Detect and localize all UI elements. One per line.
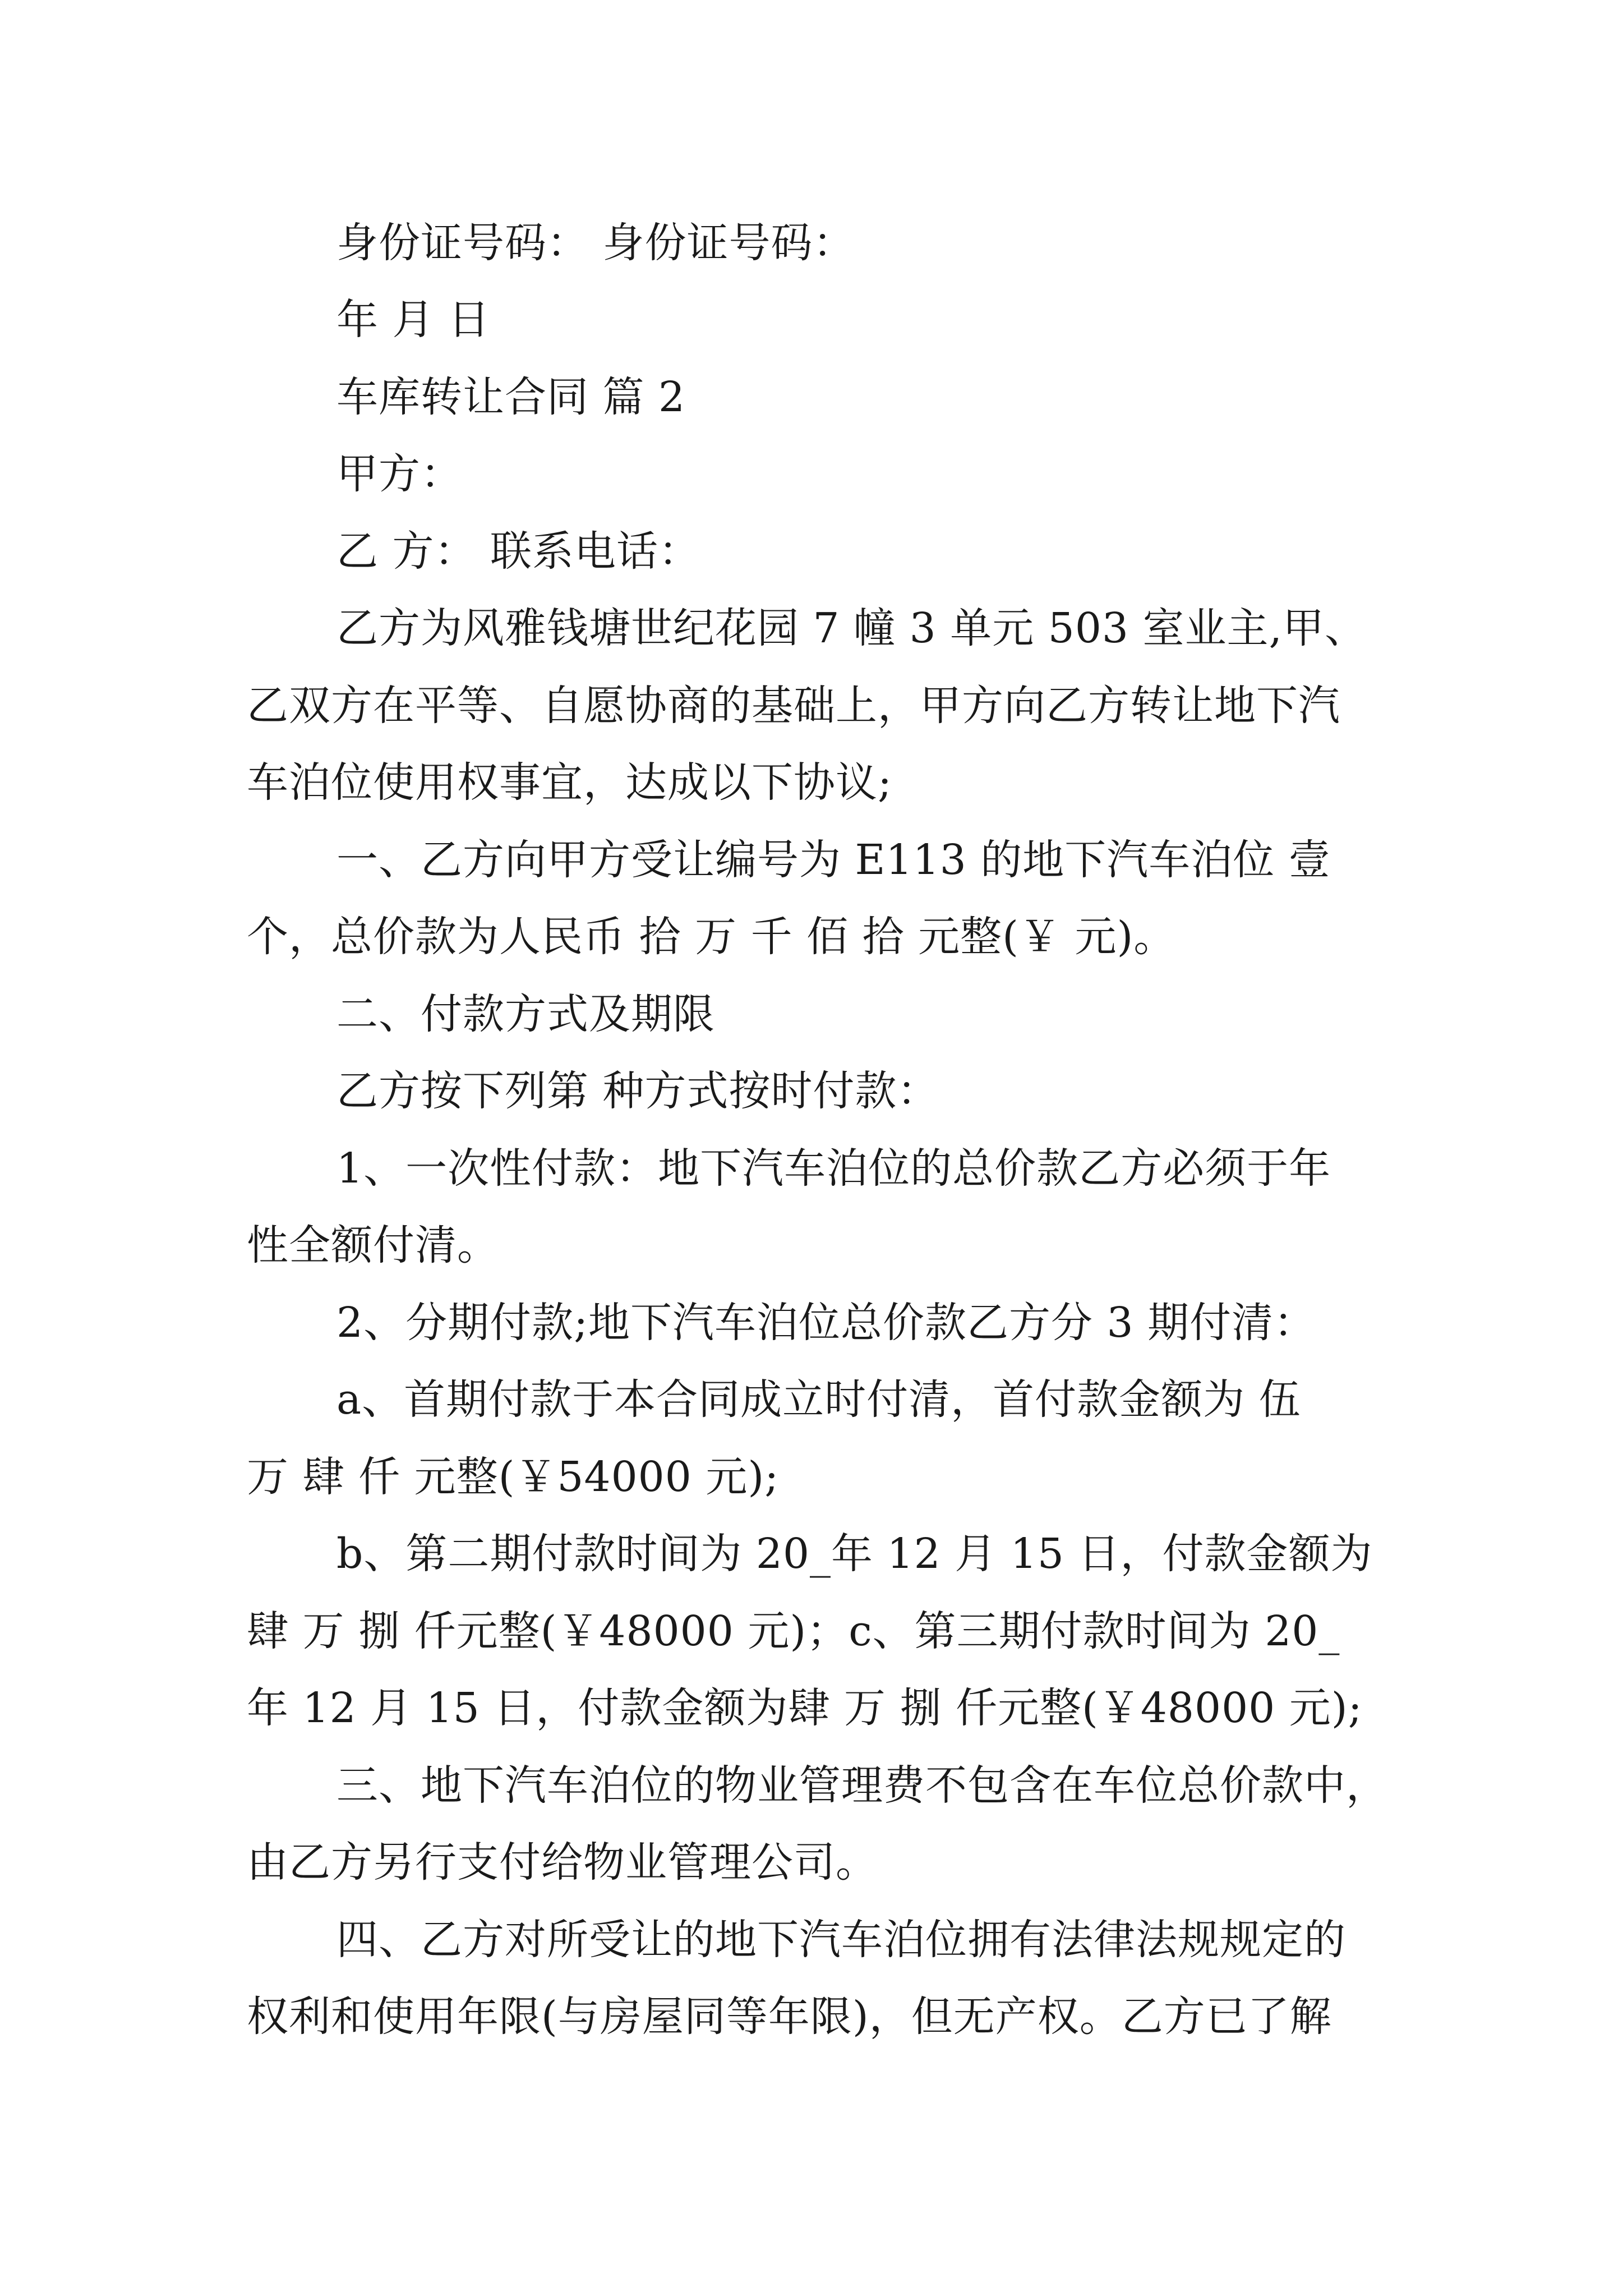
preamble-line-2: 乙双方在平等、自愿协商的基础上，甲方向乙方转让地下汽 xyxy=(247,682,1340,730)
clause-4-line-2: 权利和使用年限(与房屋同等年限)，但无产权。乙方已了解 xyxy=(247,1993,1332,2041)
lump-sum-line-1: 1、一次性付款：地下汽车泊位的总价款乙方必须于年 xyxy=(336,1144,1331,1193)
party-b-line: 乙 方： 联系电话： xyxy=(336,527,701,576)
preamble-line-3: 车泊位使用权事宜，达成以下协议; xyxy=(247,758,892,807)
third-payment-line: 年 12 月 15 日，付款金额为肆 万 捌 仟元整(￥48000 元); xyxy=(247,1684,1363,1732)
second-payment-line-1: b、第二期付款时间为 20_年 12 月 15 日，付款金额为 xyxy=(336,1530,1373,1578)
second-payment-line-2: 肆 万 捌 仟元整(￥48000 元)；c、第三期付款时间为 20_ xyxy=(247,1607,1340,1655)
payment-method-line: 乙方按下列第 种方式按时付款： xyxy=(336,1067,939,1115)
lump-sum-line-2: 性全额付清。 xyxy=(247,1221,499,1269)
contract-title-line: 车库转让合同 篇 2 xyxy=(336,373,686,421)
clause-1-line-1: 一、乙方向甲方受让编号为 E113 的地下汽车泊位 壹 xyxy=(336,836,1331,884)
clause-1-line-2: 个，总价款为人民币 拾 万 千 佰 拾 元整(￥ 元)。 xyxy=(247,913,1176,961)
clause-2-heading: 二、付款方式及期限 xyxy=(336,990,715,1038)
preamble-line-1: 乙方为风雅钱塘世纪花园 7 幢 3 单元 503 室业主,甲、 xyxy=(336,604,1367,652)
date-line: 年 月 日 xyxy=(336,296,491,344)
clause-3-line-2: 由乙方另行支付给物业管理公司。 xyxy=(247,1838,878,1887)
clause-3-line-1: 三、地下汽车泊位的物业管理费不包含在车位总价款中， xyxy=(336,1761,1388,1810)
first-payment-line-1: a、首期付款于本合同成立时付清，首付款金额为 伍 xyxy=(336,1375,1301,1424)
installment-line: 2、分期付款;地下汽车泊位总价款乙方分 3 期付清： xyxy=(336,1299,1316,1347)
id-number-line: 身份证号码： 身份证号码： xyxy=(336,219,855,267)
clause-4-line-1: 四、乙方对所受让的地下汽车泊位拥有法律法规规定的 xyxy=(336,1916,1346,1964)
party-a-line: 甲方： xyxy=(336,450,463,498)
first-payment-line-2: 万 肆 仟 元整(￥54000 元); xyxy=(247,1453,780,1501)
